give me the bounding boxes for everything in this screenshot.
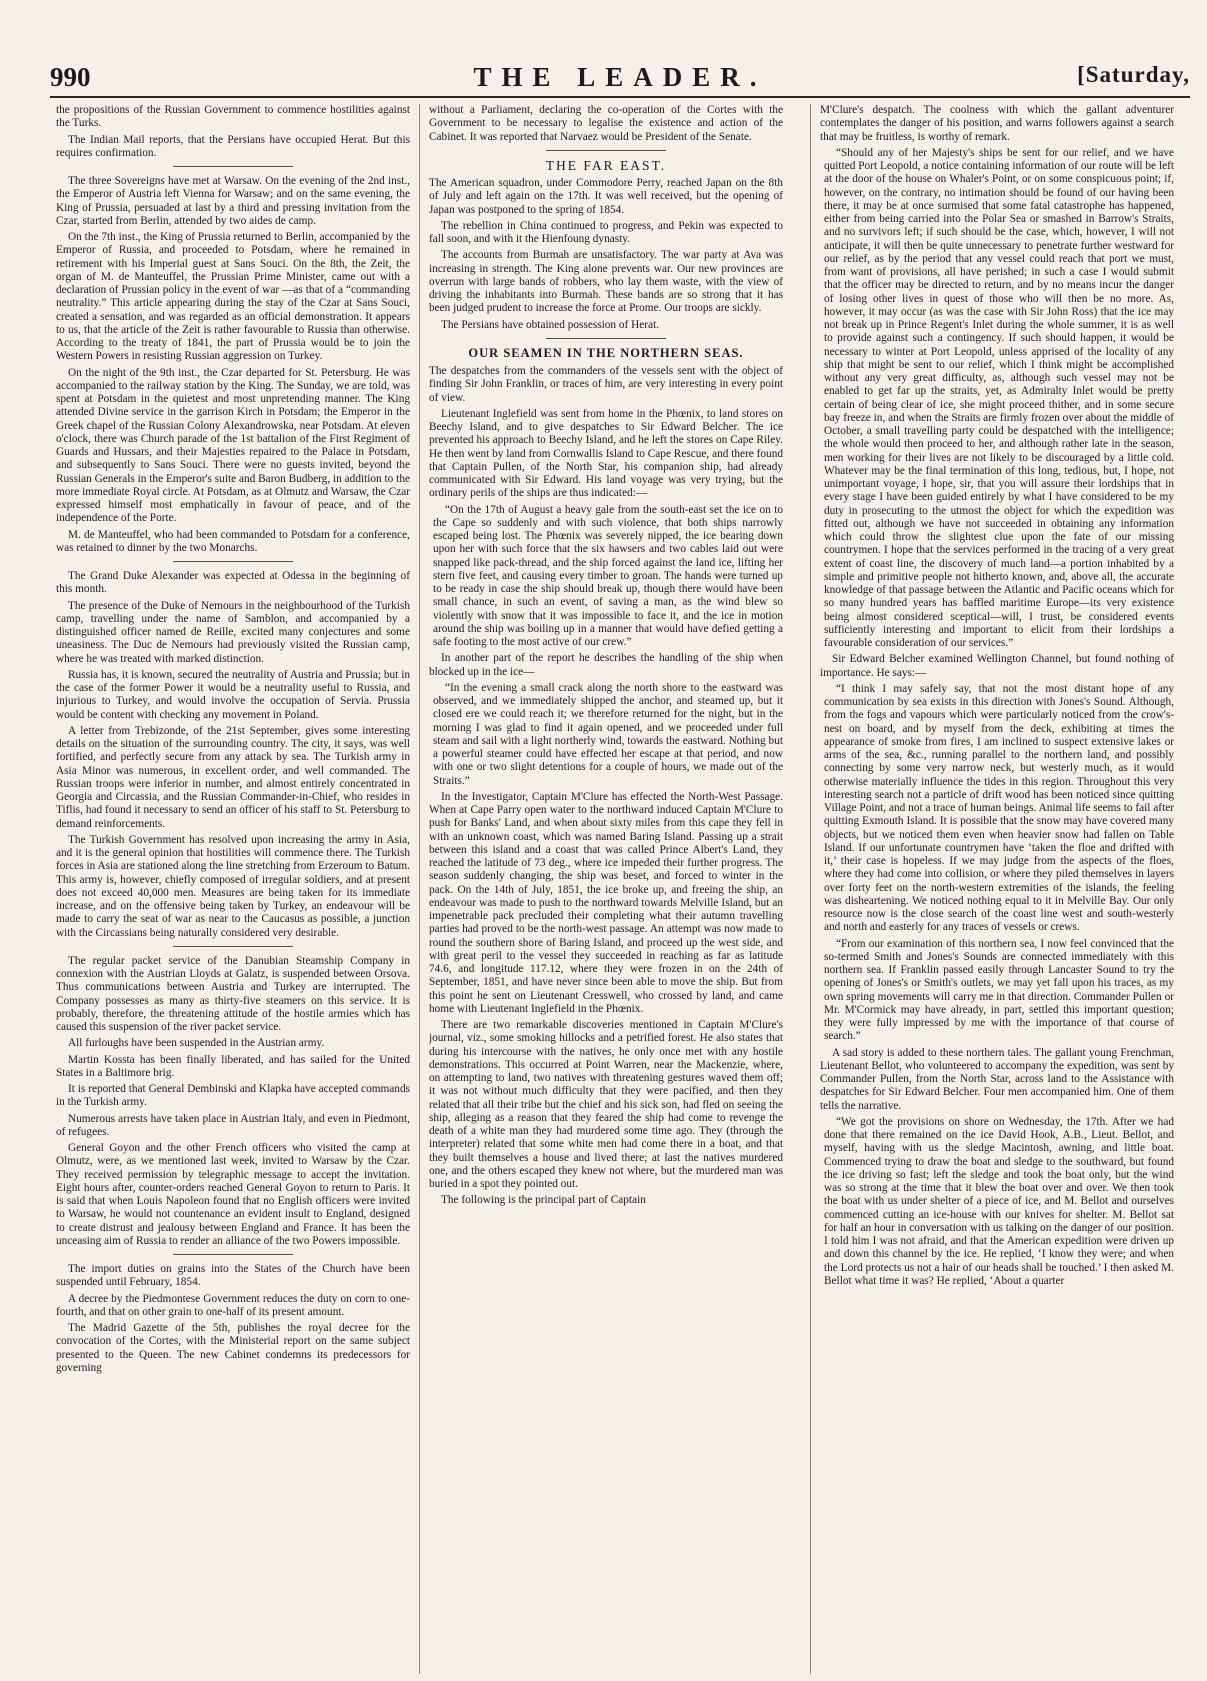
paragraph: On the 7th inst., the King of Prussia returned to Berlin, accompanied by the Emperor of Russia, and proceeded to Potsdam, where he remained in retirement with his Imperial guest at Sans Souci. On the 8th, the Zeit, the organ of M. de Manteuffel, the Prussian Prime Minister, came out with a declaration of Prussian policy in the event of war —as that of a “commanding neutrality.” This article appearing during the stay of the Czar at Sans Souci, created a sensation, and was regarded as an official demonstration. It appears to us, that the article of the Zeit is rather favourable to Russia than otherwise. According to the treaty of 1841, the part of Prussia would be to join the Western Powers in resisting Russian aggression on Turkey. bbox=[56, 231, 410, 363]
paragraph: Martin Kossta has been finally liberated, and has sailed for the United States in a Baltimore brig. bbox=[56, 1053, 410, 1079]
paragraph: The despatches from the commanders of the vessels sent with the object of finding Sir John Franklin, or traces of him, are very interesting in every point of view. bbox=[429, 365, 783, 404]
section-divider bbox=[173, 561, 293, 562]
paragraph: The following is the principal part of Captain bbox=[441, 1194, 646, 1207]
paragraph: All furloughs have been suspended in the Austrian army. bbox=[68, 1037, 325, 1050]
masthead bbox=[50, 62, 1190, 96]
paragraph: The Turkish Government has resolved upon increasing the army in Asia, and it is the general opinion that hostilities will commence there. The Turkish forces in Asia are stationed along the line stretching from Erzeroum to Batum. This army is, however, chiefly composed of irregular soldiers, and at present does not exceed 40,000 men. Measures are being taken for its immediate increase, and on the offensive being taken by Turkey, an endeavour will be made to carry the seat of war as near to the Caucasus as possible, a junction with the Circassians being naturally considered very desirable. bbox=[56, 833, 410, 939]
column-3 bbox=[820, 104, 1174, 1674]
paragraph: The Persians have obtained possession of Herat. bbox=[441, 318, 660, 331]
paragraph: Numerous arrests have taken place in Austrian Italy, and even in Piedmont, of refugees. bbox=[56, 1112, 410, 1138]
section-divider bbox=[546, 150, 666, 151]
paragraph: It is reported that General Dembinski and Klapka have accepted commands in the Turkish army. bbox=[56, 1083, 410, 1109]
paragraph: The American squadron, under Commodore Perry, reached Japan on the 8th of July and left again on the 17th. It was well received, but the opening of Japan was postponed to the spring of 1854. bbox=[429, 177, 783, 216]
paragraph: General Goyon and the other French officers who visited the camp at Olmutz, were, as we mentioned last week, invited to Warsaw by the Czar. They received permission by telegraphic message to accept the invitation. Eight hours after, counter-orders reached General Goyon to return to Paris. It is said that when Louis Napoleon found that no English officers were invited to Warsaw, he would not countenance an evident insult to England, designed to create distrust and jealousy between England and France. It has been the unceasing aim of Russia to render an alliance of the two Powers impossible. bbox=[56, 1142, 410, 1247]
column-divider bbox=[419, 104, 420, 1674]
paragraph: M. de Manteuffel, who had been commanded to Potsdam for a conference, was retained to dinner by the two Monarchs. bbox=[56, 528, 410, 554]
section-divider bbox=[546, 338, 666, 339]
quoted-paragraph: “Should any of her Majesty's ships be sent for our relief, and we have quitted Port Leopold, a notice containing information of our route will be left at the door of the house on Whaler's Point, or on some conspicuous point; if, however, on the contrary, no intimation should be found of our having been there, it may be at once surmised that some fatal catastrophe has happened, either from being carried into the Polar Sea or smashed in Barrow's Straits, and no survivors left; if such should be the case, which, however, I will not anticipate, it will then be quite unnecessary to penetrate further westward for our relief, as by the period that any vessel could reach that port we must, from want of provisions, all have perished; in such a case I would submit that the officer may be directed to return, and by no means incur the danger of losing other lives in quest of those who will then be no more. As, however, it may occur (as was the case with Sir John Ross) that the ice may not break up in Prince Regent's Inlet during the whole summer, it is as well to provide against such a contingency. If such should happen, it would be necessary to winter at Port Leopold, unless apprised of the locality of any ship that might be sent to our relief, which I think might be accomplished without any very great difficulty, as, although such vessel may not be enabled to get far up the straits, yet, as Admiralty Inlet would be pretty certain of being clear of ice, she might proceed thither, and in some secure bay freeze in, and when the Straits are firmly frozen over about the middle of October, a small travelling party could be despatched with the intelligence; the whole would then proceed to her, and although rather late in the season, men working for their lives are not likely to be discouraged by a little cold. Whatever may be the final termination of this long, tedious, but, I hope, not unimportant voyage, I hope, sir, that you will assure their lordships that in every stage I have been guided entirely by what I have considered to be my duty in prosecuting to the utmost the object for which the expedition was fitted out, although we have not succeeded in obtaining any information which could throw the slightest clue upon the fate of our missing countrymen. I hope that the services performed in the tracing of a very great extent of coast line, the discovery of much land—a portion inhabited by a simple and primitive people not hitherto known, and, above all, the accurate knowledge of that passage between the Atlantic and Pacific oceans which for so many hundred years has baffled maritime Europe—its very existence being almost considered sceptical—will, I trust, be considered events sufficiently interesting and important to elicit from their lordships a favourable consideration of our services.” bbox=[824, 146, 1174, 649]
column-2 bbox=[429, 104, 783, 1674]
paragraph: The import duties on grains into the States of the Church have been suspended until February, 1854. bbox=[56, 1263, 410, 1289]
newspaper-title: THE LEADER. bbox=[473, 62, 767, 92]
page-number: 990 bbox=[50, 62, 91, 92]
quoted-paragraph: “In the evening a small crack along the north shore to the eastward was observed, and we immediately shipped the anchor, and steamed up, but it closed ere we could reach it; we therefore returned for the night, but in the morning I was glad to find it again opened, and we proceeded under full steam and sail with a light northerly wind, towards the eastward. Nothing but a powerful steamer could have effected her escape at that period, and now with one or two slight detentions for a couple of hours, we made out of the Straits.” bbox=[433, 681, 783, 787]
column-divider bbox=[810, 104, 811, 1674]
column-1 bbox=[56, 104, 410, 1674]
issue-day: [Saturday, bbox=[1077, 62, 1190, 87]
quoted-paragraph: “I think I may safely say, that not the most distant hope of any communication by sea exists in this direction with Jones's Sound. Although, from the fogs and vapours which were particularly noticed from the crow's-nest on board, and by myself from the deck, exhibiting at times the appearance of smoke from fires, I am inclined to suspect extensive lakes or arms of the sea, &c., running parallel to the northern land, and possibly connecting by some very narrow neck, but westerly much, as it would otherwise materially influence the tides in this region. Throughout this very interesting search not a particle of drift wood has been noticed since quitting Village Point, and not a trace of human beings. Animal life seems to fail after quitting Exmouth Island. It is possible that the snow may have covered many objects, but we noticed them even when heavier snow had fallen on Table Island. If our unfortunate countrymen have ‘taken the floe and drifted with it,’ their case is hopeless. If we may judge from the aspects of the floes, where they had come into collision, or where they piled themselves in layers over forty feet on the north-western extremities of the islands, the feeling was disheartening. We noticed nothing equal to it in Melville Bay. Our only resource now is the close search of the coast line west and south-westerly and north and easterly for any traces of vessels or crews. bbox=[824, 682, 1174, 934]
paragraph: A decree by the Piedmontese Government reduces the duty on corn to one-fourth, and that on other grain to one-half of its present amount. bbox=[56, 1292, 410, 1318]
paragraph: M'Clure's despatch. The coolness with which the gallant adventurer contemplates the danger of his position, and warns followers against a search that may be fruitless, is worthy of remark. bbox=[820, 104, 1174, 143]
paragraph: Sir Edward Belcher examined Wellington Channel, but found nothing of importance. He says:— bbox=[820, 653, 1174, 679]
paragraph: Russia has, it is known, secured the neutrality of Austria and Prussia; but in the case of the former Power it would be a neutrality useful to Russia, and injurious to Turkey, and would involve the occupation of Servia. Prussia would be content with checking any movement in Poland. bbox=[56, 668, 410, 721]
paragraph: On the night of the 9th inst., the Czar departed for St. Petersburg. He was accompanied to the railway station by the King. The Sunday, we are told, was spent at Potsdam in the quietest and most unpretending manner. The King attended Divine service in the garrison Kirch in Potsdam; the Emperor in the Greek chapel of the Russian Colony Alexandrowska, near Potsdam. At eleven o'clock, there was Church parade of the 1st battalion of the First Regiment of Guards and Hussars, and their Majesties repaired to the Palace in Potsdam, and subsequently to Sans Souci. There were no guests invited, beyond the Russian Generals in the Emperor's suite and Baron Budberg, in addition to the more immediate Royal circle. At Potsdam, as at Olmutz and Warsaw, the Czar expressed himself most emphatically in favour of peace, and of the independence of the Porte. bbox=[56, 366, 410, 525]
paragraph: Lieutenant Inglefield was sent from home in the Phœnix, to land stores on Beechy Island, and to give despatches to Sir Edward Belcher. The ice prevented his approach to Beechy Island, and he left the stores on Cape Riley. He then went by land from Cornwallis Island to Cape Rescue, and there found that Captain Pullen, of the North Star, his companion ship, had already communicated with Sir Edward. His land voyage was very trying, but the ordinary perils of the ships are thus indicated:— bbox=[429, 407, 783, 500]
quoted-paragraph: “On the 17th of August a heavy gale from the south-east set the ice on to the Cape so suddenly and with such violence, that both ships narrowly escaped being lost. The Phœnix was severely nipped, the ice bearing down upon her with such force that the six hawsers and two cables laid out were snapped like pack-thread, and the ship forced against the land ice, lifting her stern five feet, and causing every timber to groan. The hands were turned up to be ready in case the ship should break up, though there would have been small chance, in such an event, of saving a man, as the wind blew so violently with snow that it was impossible to face it, and the ice in motion around the ship was boiling up in a manner that would have defied getting a safe footing to the most active of our crew.” bbox=[433, 503, 783, 648]
paragraph: The rebellion in China continued to progress, and Pekin was expected to fall soon, and with it the Hienfoung dynasty. bbox=[429, 219, 783, 245]
section-divider bbox=[173, 166, 293, 167]
paragraph: A letter from Trebizonde, of the 21st September, gives some interesting details on the situation of the surrounding country. The city, it says, was well fortified, and perfectly secure from any attack by sea. The Turkish army in Asia Minor was numerous, in excellent order, and well commanded. The Russian troops were inferior in number, and almost entirely concentrated in Georgia and Circassia, and the Russian Commander-in-Chief, who resides in Tiflis, had found it necessary to send an officer of his staff to St. Petersburg to demand reinforcements. bbox=[56, 724, 410, 830]
section-heading-far-east: THE FAR EAST. bbox=[545, 157, 667, 173]
header-rule bbox=[50, 96, 1190, 98]
paragraph: The Grand Duke Alexander was expected at Odessa in the beginning of this month. bbox=[56, 570, 410, 596]
section-divider bbox=[173, 946, 293, 947]
quoted-paragraph: “From our examination of this northern sea, I now feel convinced that the so-termed Smith and Jones's Sounds are connected immediately with this northern sea. If Franklin passed easily through Lancaster Sound to try the opening of Jones's or Smith's outlets, we may yet fall upon his traces, as my own spring movements will carry me in that direction. Commander Pullen or Mr. M'Cormick may have already, in part, settled this important question; they were fully impressed by me with the importance of that course of search.” bbox=[824, 937, 1174, 1043]
paragraph: The accounts from Burmah are unsatisfactory. The war party at Ava was increasing in strength. The King alone prevents war. Our new provinces are overrun with large bands of robbers, who lay them waste, with the view of driving the inhabitants into Burmah. These bands are so strong that it has been judged prudent to increase the force at Prome. Our troops are sickly. bbox=[429, 249, 783, 315]
paragraph: A sad story is added to these northern tales. The gallant young Frenchman, Lieutenant Bellot, who volunteered to accompany the expedition, was sent by Commander Pullen, from the North Star, across land to the Assistance with despatches for Sir Edward Belcher. Four men accompanied him. One of them tells the narrative. bbox=[820, 1046, 1174, 1112]
section-heading-seamen: OUR SEAMEN IN THE NORTHERN SEAS. bbox=[468, 345, 744, 360]
paragraph: In another part of the report he describes the handling of the ship when blocked up in the ice— bbox=[429, 652, 783, 678]
paragraph: The presence of the Duke of Nemours in the neighbourhood of the Turkish camp, travelling under the name of Samblon, and accompanied by a distinguished officer named de Reille, excited many conjectures and some uneasiness. The Duc de Nemours had previously visited the Russian camp, where he was treated with marked distinction. bbox=[56, 599, 410, 665]
paragraph: In the Investigator, Captain M'Clure has effected the North-West Passage. When at Cape Parry open water to the northward induced Captain M'Clure to push for Banks' Land, and when about sixty miles from this cape they fell in with an unknown coast, which was named Baring Island. Passing up a strait between this island and a coast that was called Prince Albert's Land, they reached the latitude of 73 deg., where ice impeded their further progress. The season suddenly changing, the ship was beset, and forced to winter in the pack. On the 14th of July, 1851, the ice broke up, and freeing the ship, an endeavour was made to push to the northward towards Melville Island, but an impenetrable pack precluded their completing what their autumn travelling parties had proved to be the north-west passage. An attempt was now made to round the southern shore of Baring Island, and proceed up the west side, and with great peril to the vessel they succeeded in reaching as far as latitude 74.6, and longitude 117.12, where they were frozen in on the 24th of September, 1851, and have never since been able to move the ship. But from this point he sent on Lieutenant Cresswell, who crossed by land, and came home with Lieutenant Inglefield in the Phœnix. bbox=[429, 790, 783, 1015]
paragraph: The Indian Mail reports, that the Persians have occupied Herat. But this requires confirmation. bbox=[56, 133, 410, 159]
section-divider bbox=[173, 1254, 293, 1255]
paragraph: the propositions of the Russian Government to commence hostilities against the Turks. bbox=[56, 104, 410, 130]
paragraph: There are two remarkable discoveries mentioned in Captain M'Clure's journal, viz., some smoking hillocks and a petrified forest. He also states that during his intercourse with the natives, he only once met with any hostile demonstrations. This occurred at Point Warren, near the Mackenzie, where, on attempting to land, two natives with threatening gestures waved them off; it was not without much difficulty that they were pacified, and then they related that all their tribe but the chief and his sick son, had fled on seeing the ship, alleging as a reason that they feared the ship had come to revenge the death of a white man they had murdered some time ago. They (through the interpreter) related that some white men had come there in a boat, and that they built themselves a house and lived there; at last the natives murdered one, and the others escaped they knew not where, but the murdered man was buried in a spot they pointed out. bbox=[429, 1019, 783, 1190]
paragraph: The three Sovereigns have met at Warsaw. On the evening of the 2nd inst., the Emperor of Austria left Vienna for Warsaw; and on the same evening, the King of Prussia, persuaded at last by a third and pressing invitation from the Czar, started from Berlin, attended by two aides de camp. bbox=[56, 175, 410, 227]
paragraph: The Madrid Gazette of the 5th, publishes the royal decree for the convocation of the Cortes, with the Ministerial report on the same subject presented to the Queen. The new Cabinet condemns its predecessors for governing bbox=[56, 1322, 410, 1374]
quoted-paragraph: “We got the provisions on shore on Wednesday, the 17th. After we had done that there remained on the ice David Hook, A.B., Lieut. Bellot, and myself, having with us the sledge Macintosh, awning, and little boat. Commenced trying to draw the boat and sledge to the southward, but found the ice driving so fast; left the sledge and took the boat only, but the wind was so strong at the time that it blew the boat over and over. We then took the boat with us under shelter of a piece of ice, and M. Bellot and ourselves commenced cutting an ice-house with our knives for shelter. M. Bellot sat for half an hour in conversation with us talking on the danger of our position. I told him I was not afraid, and that the American expedition were driven up and down this channel by the ice. He replied, ‘I know they were; and when the Lord protects us not a hair of our heads shall be touched.’ I then asked M. Bellot what time it was? He replied, ‘About a quarter bbox=[824, 1115, 1174, 1287]
paragraph: The regular packet service of the Danubian Steamship Company in connexion with the Austrian Lloyds at Galatz, is suspended between Orsova. Thus communications between Austria and Turkey are interrupted. The Company possesses as many as thirty-five steamers on this service. It is probably, therefore, the threatening attitude of the hostile armies which has caused this suspension of the river packet service. bbox=[56, 954, 410, 1033]
paragraph: without a Parliament, declaring the co-operation of the Cortes with the Government to be necessary to legalise the existence and action of the Cabinet. It was reported that Narvaez would be President of the Senate. bbox=[429, 104, 783, 143]
